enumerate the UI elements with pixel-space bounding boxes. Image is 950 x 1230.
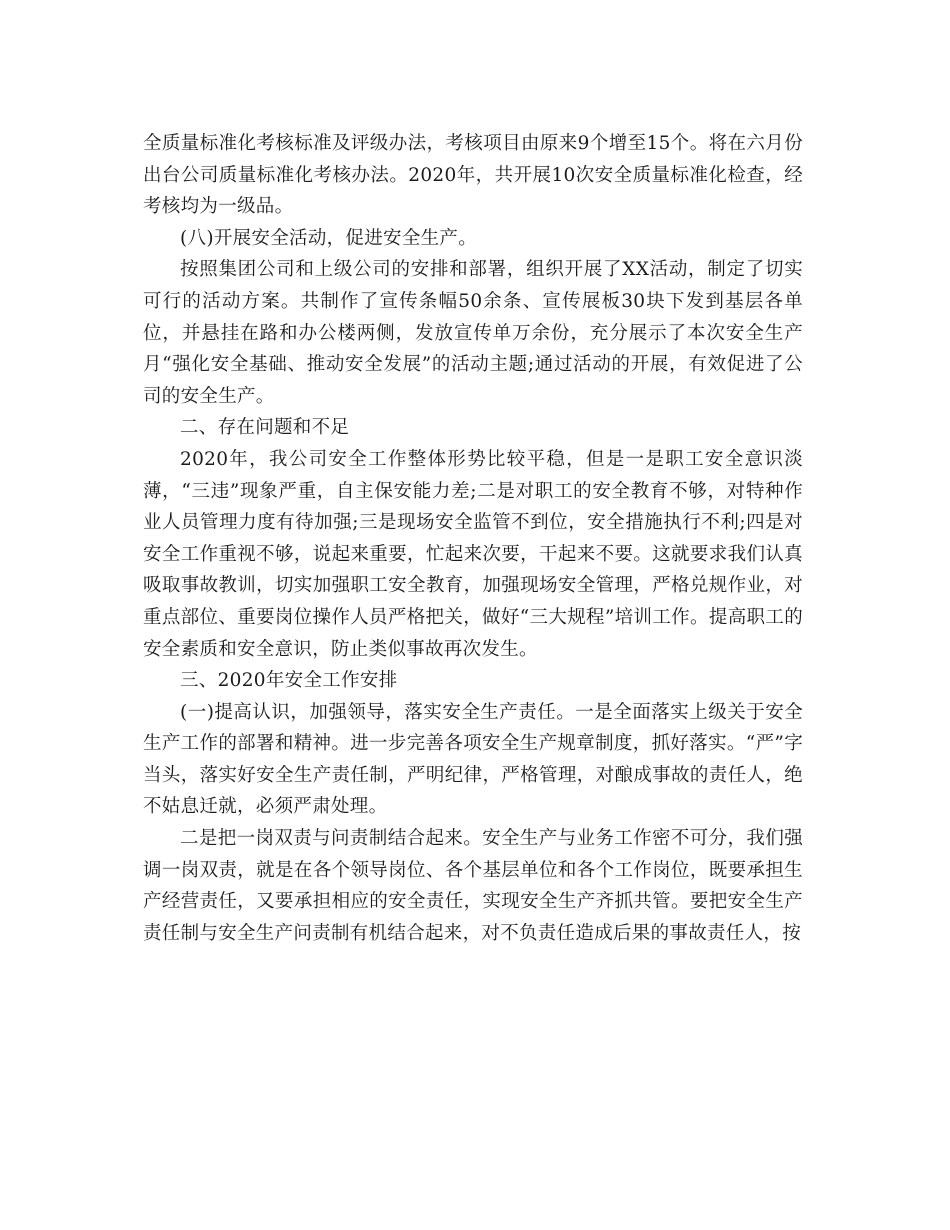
document-body (143, 128, 803, 949)
paragraph-problems: 2020年，我公司安全工作整体形势比较平稳，但是一是职工安全意识淡薄，“三违”现象严重，自主保安能力差;二是对职工的安全教育不够，对特种作业人员管理力度有待加强;三是现场安全监管不到位，安全措施执行不利;四是对安全工作重视不够，说起来重要，忙起来次要，干起来不要。这就要求我们认真吸取事故教训，切实加强职工安全教育，加强现场安全管理，严格兑规作业，对重点部位、重要岗位操作人员严格把关，做好“三大规程”培训工作。提高职工的安全素质和安全意识，防止类似事故再次发生。 (143, 448, 803, 660)
paragraph-plan-dual-responsibility: 二是把一岗双责与问责制结合起来。安全生产与业务工作密不可分，我们强调一岗双责，就是在各个领导岗位、各个基层单位和各个工作岗位，既要承担生产经营责任，又要承担相应的安全责任，实现安全生产齐抓共管。要把安全生产责任制与安全生产问责制有机结合起来，对不负责任造成后果的事故责任人，按 (143, 828, 803, 944)
paragraph-safety-activities: 按照集团公司和上级公司的安排和部署，组织开展了XX活动，制定了切实可行的活动方案。共制作了宣传条幅50余条、宣传展板30块下发到基层各单位，并悬挂在路和办公楼两侧，发放宣传单万余份，充分展示了本次安全生产月“强化安全基础、推动安全发展”的活动主题;通过活动的开展，有效促进了公司的安全生产。 (143, 259, 803, 407)
section-heading-problems: 二、存在问题和不足 (180, 417, 350, 439)
section-heading-work-plan: 三、2020年安全工作安排 (180, 670, 398, 692)
paragraph-standardization-continued: 全质量标准化考核标准及评级办法，考核项目由原来9个增至15个。将在六月份出台公司质量标准化考核办法。2020年，共开展10次安全质量标准化检查，经考核均为一级品。 (143, 133, 803, 218)
subheading-safety-activities: (八)开展安全活动，促进安全生产。 (180, 227, 478, 249)
paragraph-plan-leadership: (一)提高认识，加强领导，落实安全生产责任。一是全面落实上级关于安全生产工作的部署和精神。进一步完善各项安全生产规章制度，抓好落实。“严”字当头，落实好安全生产责任制，严明纪律，严格管理，对酿成事故的责任人，绝不姑息迁就，必须严肃处理。 (143, 701, 803, 818)
